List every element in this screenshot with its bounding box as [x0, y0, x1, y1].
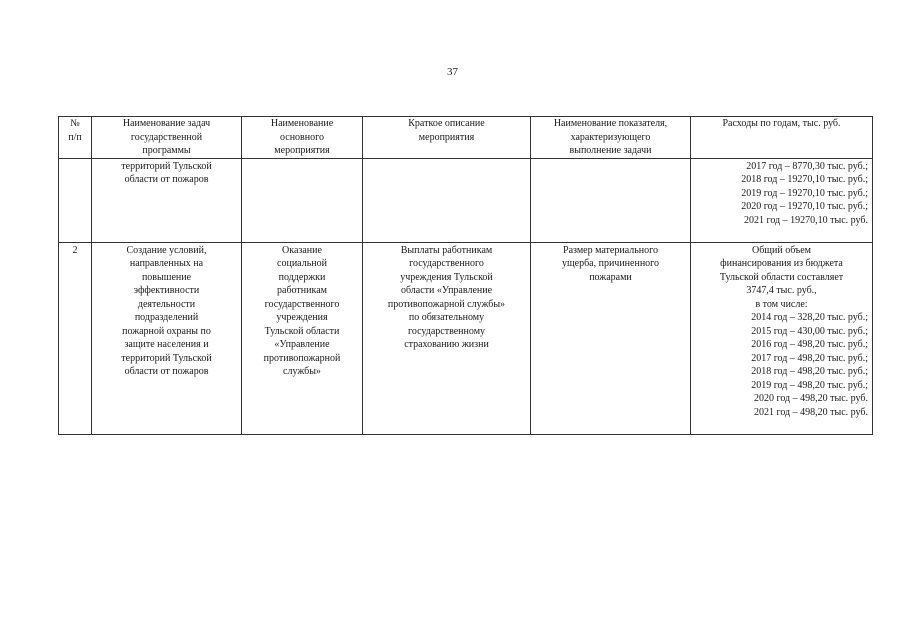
cell-expenses [691, 158, 873, 242]
cell-indicator [531, 158, 691, 242]
text-line: поддержки [278, 271, 326, 283]
text-line: Общий объем [752, 244, 811, 256]
text-line: 2017 год – 8770,30 тыс. руб.; [746, 160, 868, 172]
text-line: подразделений [134, 312, 199, 323]
cell-main-event [242, 242, 363, 434]
text-line: в том числе: [755, 298, 808, 310]
text-line: Наименование [270, 118, 334, 129]
text-line: 2018 год – 498,20 тыс. руб.; [751, 366, 868, 377]
text-line: мероприятия [418, 131, 475, 143]
table-row [59, 158, 873, 242]
cell-main-event [242, 158, 363, 242]
text-line: Тульской области [264, 325, 340, 337]
text-line: защите населения и [124, 339, 209, 350]
text-line: работникам [277, 285, 327, 296]
text-line: Краткое описание [408, 118, 485, 129]
text-line: 2016 год – 498,20 тыс. руб.; [751, 339, 868, 350]
text-line: эффективности [133, 285, 200, 296]
text-line: пожарной охраны по [122, 325, 211, 337]
text-line: основного [280, 131, 324, 143]
text-line: территорий Тульской [121, 160, 212, 172]
text-line: области «Управление [400, 285, 493, 296]
text-line: направленных на [129, 258, 204, 269]
text-line: характеризующего [570, 131, 651, 143]
text-line: государственной [130, 131, 203, 143]
header-num [59, 117, 92, 159]
text-line: государственного [264, 298, 340, 310]
text-line: Тульской области составляет [719, 271, 844, 283]
cell-expenses [691, 242, 873, 434]
cell-num: 2 [59, 242, 92, 434]
text-line: по обязательному [408, 312, 485, 323]
text-line: области от пожаров [124, 366, 209, 377]
header-main-event [242, 117, 363, 159]
header-task [92, 117, 242, 159]
text-line: Создание условий, [126, 244, 207, 256]
text-line: 2017 год – 498,20 тыс. руб.; [751, 352, 868, 364]
text-line: Выплаты работникам [400, 244, 493, 256]
text-line: 2020 год – 19270,10 тыс. руб.; [741, 201, 868, 212]
page-number: 37 [447, 66, 458, 78]
table-row [59, 242, 873, 434]
text-line: «Управление [274, 339, 330, 350]
header-description [363, 117, 531, 159]
text-line: п/п [68, 131, 82, 143]
text-line: 2019 год – 498,20 тыс. руб.; [751, 379, 868, 391]
text-line: страхованию жизни [404, 339, 489, 350]
text-line: области от пожаров [124, 174, 209, 185]
text-line: противопожарной [263, 352, 341, 364]
text-line: Наименование задач [122, 118, 211, 129]
text-line: государственного [409, 258, 484, 269]
text-line: повышение [141, 271, 192, 283]
cell-description [363, 158, 531, 242]
text-line: 2014 год – 328,20 тыс. руб.; [751, 312, 868, 323]
text-line: Размер материального [563, 244, 658, 256]
text-line: службы» [283, 366, 321, 377]
text-line: 2018 год – 19270,10 тыс. руб.; [741, 174, 868, 185]
text-line: 2019 год – 19270,10 тыс. руб.; [741, 187, 868, 199]
program-table [58, 116, 873, 435]
text-line: учреждения Тульской [400, 271, 493, 283]
text-line: противопожарной службы» [387, 298, 506, 310]
text-line: 2021 год – 498,20 тыс. руб. [753, 406, 868, 418]
header-expenses [691, 117, 873, 159]
text-line: 3747,4 тыс. руб., [746, 285, 817, 296]
text-line: Оказание [282, 244, 322, 256]
cell-indicator [531, 242, 691, 434]
text-line: 2021 год – 19270,10 тыс. руб. [743, 214, 868, 226]
text-line: пожарами [589, 271, 632, 283]
text-line: программы [142, 145, 191, 156]
text-line: 2015 год – 430,00 тыс. руб.; [751, 325, 868, 337]
text-line: финансирования из бюджета [720, 258, 843, 269]
cell-task [92, 242, 242, 434]
text-line: Расходы по годам, тыс. руб. [722, 118, 841, 129]
text-line: Наименование показателя, [553, 118, 668, 129]
text-line: мероприятия [274, 145, 330, 156]
text-line: 2020 год – 498,20 тыс. руб. [753, 393, 868, 404]
text-line: территорий Тульской [121, 352, 212, 364]
text-line: № [70, 118, 80, 129]
text-line: социальной [277, 258, 327, 269]
cell-num [59, 158, 92, 242]
text-line: выполнение задачи [569, 145, 652, 156]
text-line: деятельности [137, 298, 196, 310]
cell-task [92, 158, 242, 242]
text-line: ущерба, причиненного [561, 258, 660, 269]
header-indicator [531, 117, 691, 159]
text-line: учреждения [276, 312, 328, 323]
cell-description [363, 242, 531, 434]
table-header-row [59, 117, 873, 159]
text-line: государственному [407, 325, 486, 337]
